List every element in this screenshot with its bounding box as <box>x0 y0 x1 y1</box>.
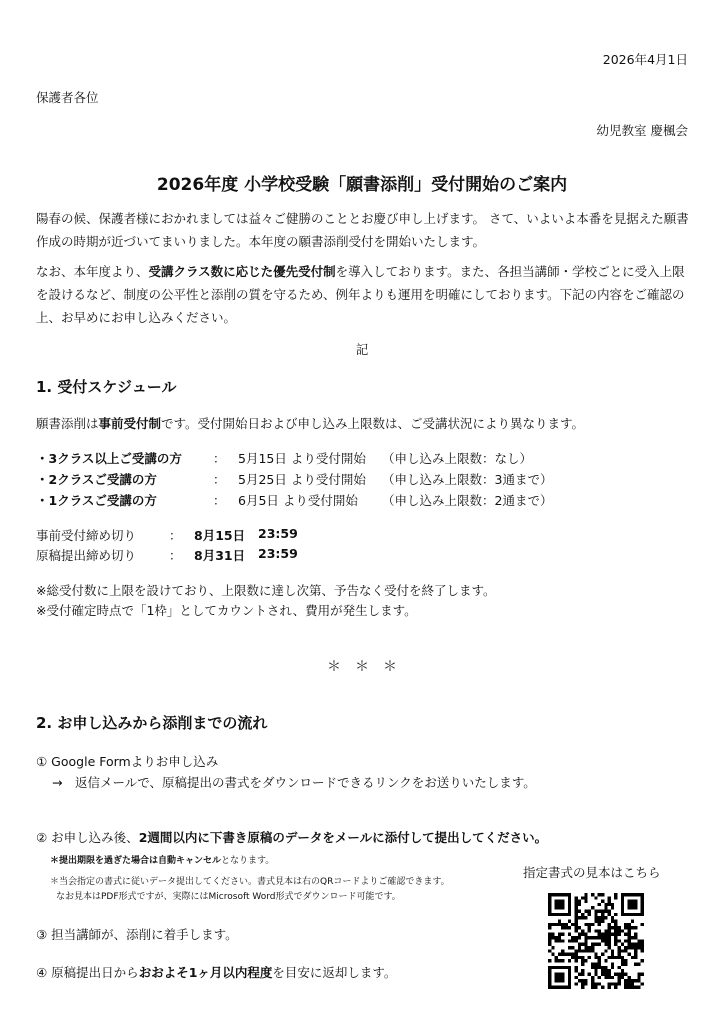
step-2-note: ＊提出期限を過ぎた場合は自動キャンセルとなります。 <box>50 856 275 866</box>
qr-code-icon[interactable] <box>548 893 644 989</box>
deadline-date: 8月31日 <box>194 548 246 563</box>
section2-heading: 2. お申し込みから添削までの流れ <box>36 714 268 732</box>
schedule-label: ・3クラス以上ご受講の方 <box>36 451 182 466</box>
section1-lead: 願書添削は事前受付制です。受付開始日および申し込み上限数は、ご受講状況により異なります。 <box>36 416 585 431</box>
step-4: ④ 原稿提出日からおおよそ1ヶ月以内程度を目安に返却します。 <box>36 965 397 980</box>
deadline-label: 原稿提出締め切り <box>36 548 137 563</box>
deadline-time: 23:59 <box>258 526 298 541</box>
deadline-sep: ： <box>169 548 182 563</box>
step-3: ③ 担当講師が、添削に着手します。 <box>36 927 238 942</box>
deadline-date: 8月15日 <box>194 528 246 543</box>
step-2: ② お申し込み後、2週間以内に下書き原稿のデータをメールに添付して提出してください。 <box>36 830 548 845</box>
section1-note: ※受付確定時点で「1枠」としてカウントされ、費用が発生します。 <box>36 603 417 618</box>
intro-paragraph-2: なお、本年度より、受講クラス数に応じた優先受付制を導入しております。また、各担当講師・学校ごとに受入上限を設けるなど、制度の公平性と添削の質を守るため、例年よりも運用を明確にしております。下記の内容をご確認の上、お早めにお申し込みください。 <box>36 264 685 325</box>
deadline-time: 23:59 <box>258 546 298 561</box>
schedule-sep: ： <box>213 472 226 487</box>
step-1: ① Google Formよりお申し込み <box>36 754 219 769</box>
schedule-sep: ： <box>213 451 226 466</box>
deadline-sep: ： <box>169 528 182 543</box>
sender: 幼児教室 慶楓会 <box>596 123 688 138</box>
schedule-label: ・1クラスご受講の方 <box>36 493 157 508</box>
step-1-detail: → 返信メールで、原稿提出の書式をダウンロードできるリンクをお送りいたします。 <box>52 775 536 790</box>
section1-heading: 1. 受付スケジュール <box>36 378 177 396</box>
schedule-label: ・2クラスご受講の方 <box>36 472 157 487</box>
intro-paragraph-1: 陽春の候、保護者様におかれましては益々ご健勝のこととお慶び申し上げます。 さて、いよいよ本番を見据えた願書作成の時期が近づいてまいりました。本年度の願書添削受付を開始いたします。 <box>36 211 689 249</box>
section1-note: ※総受付数に上限を設けており、上限数に達し次第、予告なく受付を終了します。 <box>36 583 496 598</box>
step-2-note: ＊当会指定の書式に従いデータ提出してください。書式見本は右のQRコードよりご確認できます。 <box>50 877 450 887</box>
section-separator: ＊ ＊ ＊ <box>327 659 397 675</box>
schedule-limit: （申し込み上限数：3通まで） <box>382 472 553 487</box>
ki-mark: 記 <box>355 342 369 357</box>
schedule-start: 5月25日 より受付開始 <box>238 472 366 487</box>
document-date: 2026年4月1日 <box>602 52 688 67</box>
schedule-sep: ： <box>213 493 226 508</box>
addressee: 保護者各位 <box>36 90 99 105</box>
document-title: 2026年度 小学校受験「願書添削」受付開始のご案内 <box>156 175 568 195</box>
schedule-start: 5月15日 より受付開始 <box>238 451 366 466</box>
schedule-start: 6月5日 より受付開始 <box>238 493 358 508</box>
step-2-note: なお見本はPDF形式ですが、実際にはMicrosoft Word形式でダウンロード可能です。 <box>56 892 401 902</box>
qr-caption: 指定書式の見本はこちら <box>523 865 661 880</box>
schedule-limit: （申し込み上限数：2通まで） <box>382 493 553 508</box>
schedule-limit: （申し込み上限数：なし） <box>382 451 533 466</box>
deadline-label: 事前受付締め切り <box>36 528 137 543</box>
